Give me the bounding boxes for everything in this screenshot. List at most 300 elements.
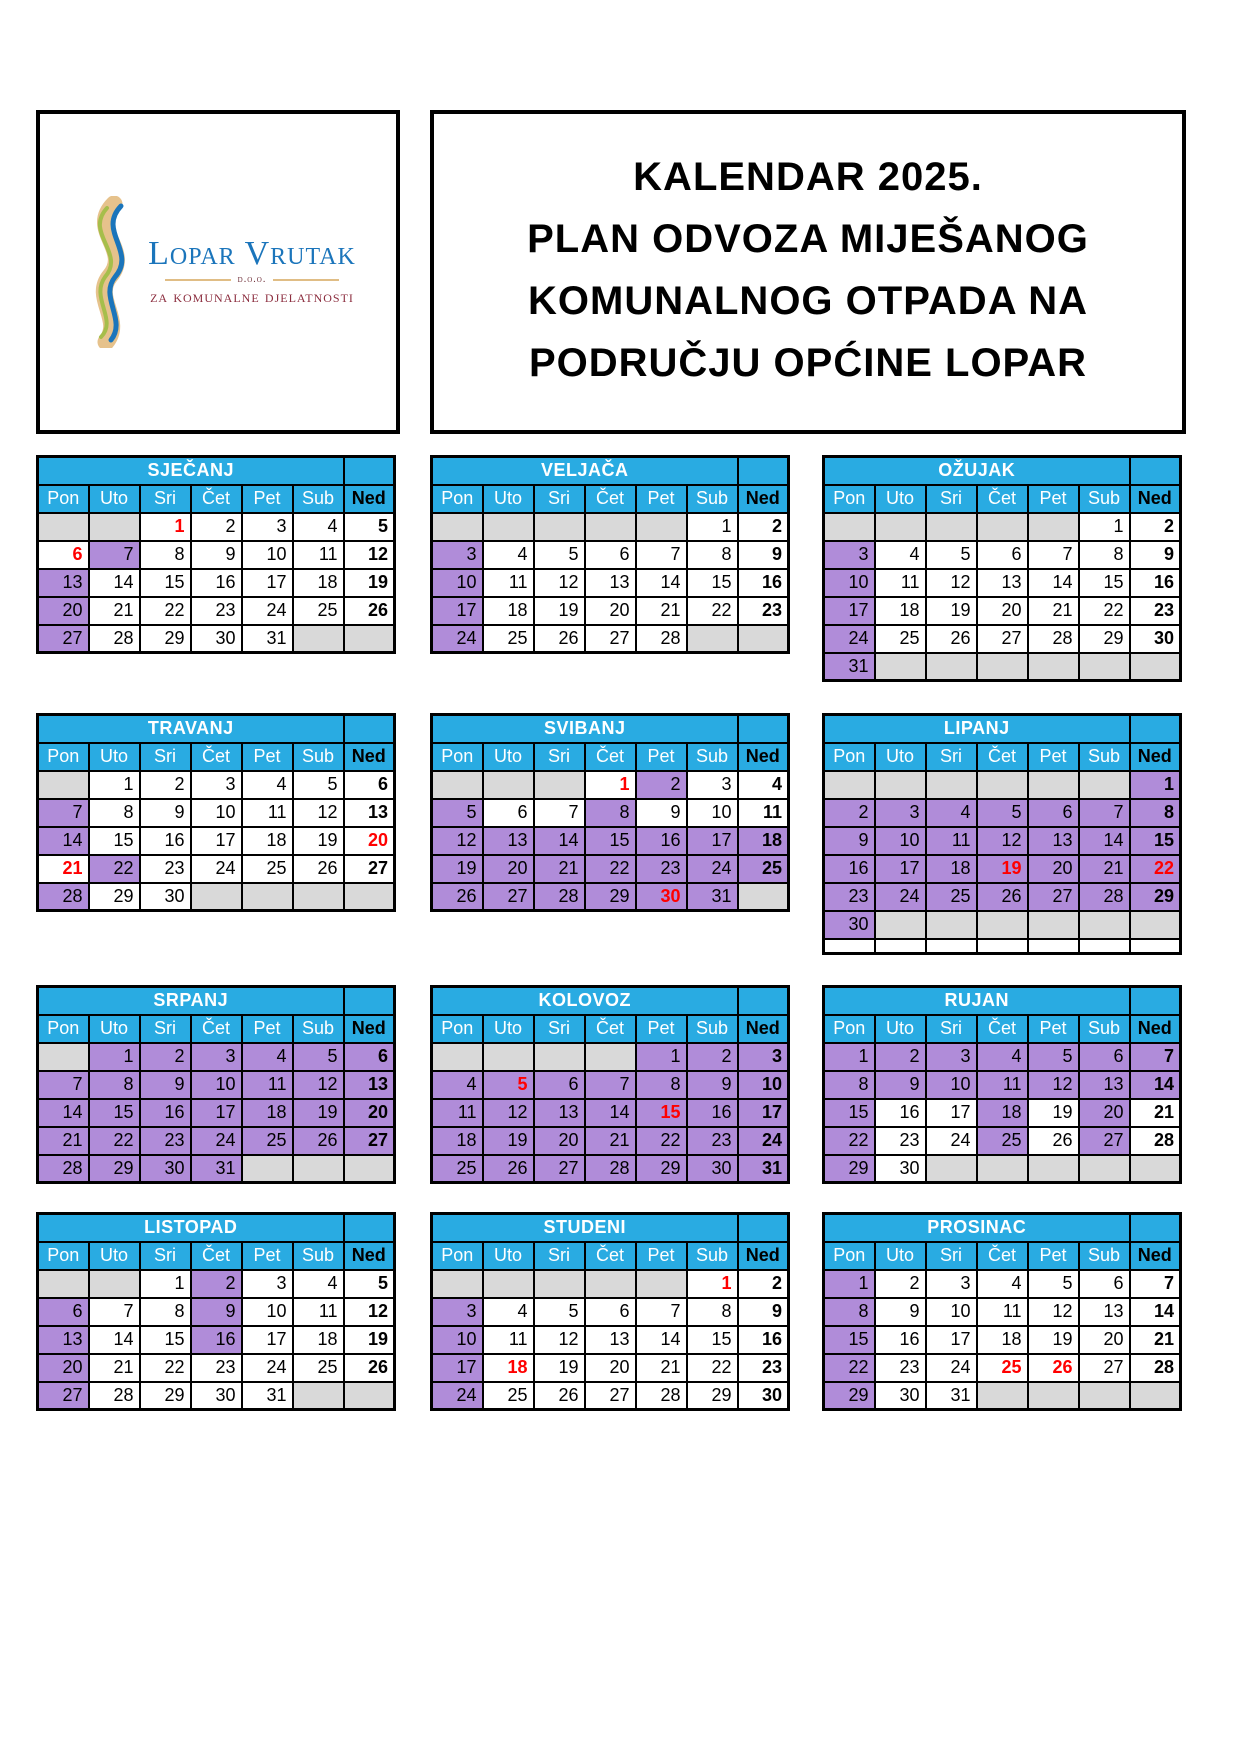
day-cell: 11 bbox=[293, 541, 344, 569]
day-cell: 1 bbox=[89, 1043, 140, 1071]
weekday-header-pon: Pon bbox=[432, 743, 483, 771]
day-cell: 8 bbox=[687, 1298, 738, 1326]
day-cell: 11 bbox=[926, 827, 977, 855]
weekday-header-sri: Sri bbox=[140, 1015, 191, 1043]
weekday-header-pon: Pon bbox=[824, 485, 875, 513]
day-cell: 7 bbox=[636, 541, 687, 569]
weekday-header-sri: Sri bbox=[534, 485, 585, 513]
day-cell: 7 bbox=[38, 799, 89, 827]
day-cell bbox=[483, 1270, 534, 1298]
day-cell bbox=[1028, 1155, 1079, 1183]
day-cell bbox=[1130, 653, 1181, 681]
day-cell: 19 bbox=[293, 1099, 344, 1127]
day-cell: 6 bbox=[585, 1298, 636, 1326]
day-cell bbox=[824, 939, 875, 954]
day-cell: 16 bbox=[140, 827, 191, 855]
day-cell bbox=[977, 911, 1028, 939]
day-cell: 14 bbox=[89, 569, 140, 597]
day-cell: 3 bbox=[926, 1270, 977, 1298]
day-cell bbox=[977, 1155, 1028, 1183]
title-line-2: PLAN ODVOZA MIJEŠANOG bbox=[527, 217, 1089, 261]
day-cell: 8 bbox=[636, 1071, 687, 1099]
day-cell bbox=[534, 1043, 585, 1071]
weekday-header-pet: Pet bbox=[242, 1015, 293, 1043]
day-cell bbox=[1028, 771, 1079, 799]
day-cell: 2 bbox=[687, 1043, 738, 1071]
day-cell: 21 bbox=[636, 1354, 687, 1382]
month-ožujak bbox=[822, 455, 1182, 682]
day-cell: 21 bbox=[38, 1127, 89, 1155]
day-cell bbox=[483, 513, 534, 541]
day-cell: 12 bbox=[534, 1326, 585, 1354]
logo-rule-right bbox=[273, 279, 339, 281]
day-cell: 15 bbox=[636, 1099, 687, 1127]
weekday-header-pon: Pon bbox=[38, 485, 89, 513]
day-cell: 11 bbox=[977, 1298, 1028, 1326]
month-title: RUJAN bbox=[824, 987, 1130, 1015]
day-cell bbox=[1130, 1382, 1181, 1410]
weekday-header-pet: Pet bbox=[636, 743, 687, 771]
day-cell bbox=[38, 1270, 89, 1298]
day-cell: 17 bbox=[191, 827, 242, 855]
day-cell: 17 bbox=[824, 597, 875, 625]
day-cell: 17 bbox=[738, 1099, 789, 1127]
weekday-header-uto: Uto bbox=[483, 485, 534, 513]
weekday-header-sri: Sri bbox=[140, 1242, 191, 1270]
weekday-header-sri: Sri bbox=[140, 485, 191, 513]
weekday-header-pon: Pon bbox=[824, 743, 875, 771]
day-cell: 12 bbox=[534, 569, 585, 597]
day-cell: 4 bbox=[875, 541, 926, 569]
day-cell: 5 bbox=[534, 541, 585, 569]
day-cell: 15 bbox=[687, 569, 738, 597]
day-cell: 30 bbox=[875, 1382, 926, 1410]
month-rujan bbox=[822, 985, 1182, 1184]
month-studeni bbox=[430, 1212, 790, 1411]
day-cell: 18 bbox=[977, 1099, 1028, 1127]
weekday-header-uto: Uto bbox=[875, 1242, 926, 1270]
day-cell: 2 bbox=[636, 771, 687, 799]
day-cell bbox=[926, 513, 977, 541]
day-cell: 13 bbox=[1079, 1071, 1130, 1099]
day-cell bbox=[1079, 653, 1130, 681]
day-cell: 31 bbox=[687, 883, 738, 911]
day-cell bbox=[432, 771, 483, 799]
day-cell bbox=[293, 1382, 344, 1410]
day-cell: 6 bbox=[1028, 799, 1079, 827]
day-cell: 13 bbox=[38, 1326, 89, 1354]
day-cell: 28 bbox=[1028, 625, 1079, 653]
day-cell: 17 bbox=[432, 1354, 483, 1382]
month-title-ned-spacer bbox=[344, 987, 395, 1015]
day-cell: 27 bbox=[483, 883, 534, 911]
day-cell: 31 bbox=[824, 653, 875, 681]
day-cell: 9 bbox=[687, 1071, 738, 1099]
day-cell: 16 bbox=[875, 1099, 926, 1127]
month-title-ned-spacer bbox=[738, 1214, 789, 1242]
day-cell: 4 bbox=[483, 1298, 534, 1326]
day-cell: 22 bbox=[636, 1127, 687, 1155]
day-cell: 17 bbox=[926, 1326, 977, 1354]
day-cell: 7 bbox=[1130, 1043, 1181, 1071]
day-cell: 26 bbox=[344, 1354, 395, 1382]
day-cell: 10 bbox=[738, 1071, 789, 1099]
day-cell: 17 bbox=[242, 1326, 293, 1354]
day-cell: 1 bbox=[687, 513, 738, 541]
day-cell: 30 bbox=[738, 1382, 789, 1410]
day-cell: 26 bbox=[1028, 1354, 1079, 1382]
day-cell: 23 bbox=[875, 1354, 926, 1382]
day-cell: 29 bbox=[824, 1382, 875, 1410]
day-cell: 28 bbox=[38, 1155, 89, 1183]
day-cell: 28 bbox=[636, 625, 687, 653]
weekday-header-čet: Čet bbox=[977, 743, 1028, 771]
day-cell: 20 bbox=[1079, 1326, 1130, 1354]
day-cell: 3 bbox=[875, 799, 926, 827]
weekday-header-uto: Uto bbox=[89, 1015, 140, 1043]
day-cell bbox=[89, 1270, 140, 1298]
day-cell bbox=[483, 771, 534, 799]
day-cell bbox=[636, 1270, 687, 1298]
day-cell bbox=[344, 883, 395, 911]
day-cell: 26 bbox=[534, 1382, 585, 1410]
day-cell: 12 bbox=[344, 541, 395, 569]
day-cell bbox=[89, 513, 140, 541]
day-cell: 17 bbox=[242, 569, 293, 597]
weekday-header-ned: Ned bbox=[344, 485, 395, 513]
day-cell: 7 bbox=[1028, 541, 1079, 569]
weekday-header-pon: Pon bbox=[38, 743, 89, 771]
day-cell: 29 bbox=[687, 1382, 738, 1410]
weekday-header-čet: Čet bbox=[585, 1015, 636, 1043]
weekday-header-ned: Ned bbox=[1130, 743, 1181, 771]
day-cell: 6 bbox=[534, 1071, 585, 1099]
day-cell bbox=[824, 771, 875, 799]
day-cell: 29 bbox=[140, 1382, 191, 1410]
weekday-header-pon: Pon bbox=[824, 1015, 875, 1043]
day-cell: 1 bbox=[140, 513, 191, 541]
day-cell: 14 bbox=[1130, 1298, 1181, 1326]
weekday-header-sub: Sub bbox=[687, 485, 738, 513]
day-cell: 26 bbox=[344, 597, 395, 625]
day-cell: 16 bbox=[191, 1326, 242, 1354]
day-cell: 27 bbox=[585, 1382, 636, 1410]
day-cell: 1 bbox=[140, 1270, 191, 1298]
day-cell: 1 bbox=[1130, 771, 1181, 799]
day-cell: 3 bbox=[824, 541, 875, 569]
day-cell bbox=[875, 771, 926, 799]
day-cell: 22 bbox=[89, 855, 140, 883]
day-cell: 11 bbox=[483, 569, 534, 597]
day-cell: 11 bbox=[483, 1326, 534, 1354]
day-cell: 7 bbox=[1130, 1270, 1181, 1298]
month-title: SJEČANJ bbox=[38, 457, 344, 485]
day-cell: 1 bbox=[687, 1270, 738, 1298]
day-cell bbox=[585, 1270, 636, 1298]
day-cell: 26 bbox=[1028, 1127, 1079, 1155]
title-line-1: KALENDAR 2025. bbox=[633, 155, 983, 199]
weekday-header-sri: Sri bbox=[926, 743, 977, 771]
day-cell: 8 bbox=[824, 1071, 875, 1099]
day-cell: 28 bbox=[89, 1382, 140, 1410]
day-cell: 9 bbox=[191, 1298, 242, 1326]
day-cell: 27 bbox=[534, 1155, 585, 1183]
day-cell: 24 bbox=[432, 1382, 483, 1410]
day-cell bbox=[1028, 939, 1079, 954]
day-cell: 8 bbox=[687, 541, 738, 569]
day-cell: 27 bbox=[585, 625, 636, 653]
day-cell: 15 bbox=[824, 1099, 875, 1127]
day-cell: 19 bbox=[1028, 1099, 1079, 1127]
day-cell: 19 bbox=[483, 1127, 534, 1155]
day-cell: 14 bbox=[38, 827, 89, 855]
day-cell: 10 bbox=[242, 541, 293, 569]
day-cell: 10 bbox=[191, 1071, 242, 1099]
month-title-ned-spacer bbox=[344, 715, 395, 743]
day-cell: 15 bbox=[89, 827, 140, 855]
day-cell: 18 bbox=[293, 1326, 344, 1354]
day-cell: 26 bbox=[977, 883, 1028, 911]
day-cell: 2 bbox=[191, 1270, 242, 1298]
day-cell bbox=[242, 883, 293, 911]
day-cell bbox=[926, 939, 977, 954]
day-cell: 19 bbox=[534, 597, 585, 625]
day-cell: 4 bbox=[242, 771, 293, 799]
day-cell: 13 bbox=[344, 1071, 395, 1099]
day-cell: 3 bbox=[432, 541, 483, 569]
day-cell bbox=[534, 771, 585, 799]
day-cell: 15 bbox=[1079, 569, 1130, 597]
day-cell: 24 bbox=[242, 1354, 293, 1382]
day-cell bbox=[977, 1382, 1028, 1410]
day-cell: 27 bbox=[38, 1382, 89, 1410]
day-cell bbox=[293, 883, 344, 911]
weekday-header-uto: Uto bbox=[483, 743, 534, 771]
day-cell: 18 bbox=[242, 1099, 293, 1127]
weekday-header-sub: Sub bbox=[1079, 1015, 1130, 1043]
day-cell: 13 bbox=[1079, 1298, 1130, 1326]
day-cell: 18 bbox=[242, 827, 293, 855]
day-cell: 8 bbox=[1130, 799, 1181, 827]
weekday-header-pet: Pet bbox=[1028, 485, 1079, 513]
day-cell bbox=[293, 625, 344, 653]
day-cell: 7 bbox=[636, 1298, 687, 1326]
weekday-header-pon: Pon bbox=[432, 1242, 483, 1270]
day-cell: 2 bbox=[1130, 513, 1181, 541]
day-cell: 29 bbox=[89, 883, 140, 911]
weekday-header-sri: Sri bbox=[926, 485, 977, 513]
day-cell: 14 bbox=[1028, 569, 1079, 597]
day-cell: 30 bbox=[875, 1155, 926, 1183]
weekday-header-ned: Ned bbox=[1130, 1015, 1181, 1043]
day-cell: 17 bbox=[191, 1099, 242, 1127]
day-cell: 18 bbox=[432, 1127, 483, 1155]
day-cell: 17 bbox=[875, 855, 926, 883]
day-cell: 20 bbox=[344, 827, 395, 855]
title-line-3: KOMUNALNOG OTPADA NA bbox=[528, 279, 1088, 323]
day-cell: 23 bbox=[738, 597, 789, 625]
month-lipanj bbox=[822, 713, 1182, 955]
day-cell: 23 bbox=[140, 855, 191, 883]
logo-text bbox=[148, 237, 356, 307]
month-title: LIPANJ bbox=[824, 715, 1130, 743]
weekday-header-uto: Uto bbox=[875, 743, 926, 771]
day-cell: 2 bbox=[738, 1270, 789, 1298]
day-cell: 23 bbox=[875, 1127, 926, 1155]
day-cell bbox=[1130, 1155, 1181, 1183]
page-title bbox=[434, 146, 1182, 394]
day-cell: 12 bbox=[977, 827, 1028, 855]
weekday-header-ned: Ned bbox=[344, 1242, 395, 1270]
day-cell bbox=[875, 653, 926, 681]
day-cell: 20 bbox=[534, 1127, 585, 1155]
day-cell: 10 bbox=[242, 1298, 293, 1326]
day-cell: 27 bbox=[1079, 1127, 1130, 1155]
weekday-header-pet: Pet bbox=[242, 743, 293, 771]
day-cell: 6 bbox=[1079, 1043, 1130, 1071]
day-cell: 22 bbox=[1130, 855, 1181, 883]
day-cell: 11 bbox=[242, 799, 293, 827]
day-cell: 24 bbox=[926, 1354, 977, 1382]
day-cell: 5 bbox=[344, 513, 395, 541]
day-cell: 9 bbox=[875, 1298, 926, 1326]
weekday-header-uto: Uto bbox=[483, 1015, 534, 1043]
weekday-header-sub: Sub bbox=[1079, 485, 1130, 513]
day-cell: 4 bbox=[977, 1043, 1028, 1071]
day-cell bbox=[926, 771, 977, 799]
day-cell bbox=[738, 883, 789, 911]
day-cell: 11 bbox=[738, 799, 789, 827]
weekday-header-čet: Čet bbox=[191, 1242, 242, 1270]
day-cell: 3 bbox=[242, 513, 293, 541]
day-cell: 31 bbox=[191, 1155, 242, 1183]
day-cell: 18 bbox=[875, 597, 926, 625]
weekday-header-sub: Sub bbox=[687, 1015, 738, 1043]
day-cell: 3 bbox=[191, 771, 242, 799]
month-title: SVIBANJ bbox=[432, 715, 738, 743]
day-cell: 24 bbox=[738, 1127, 789, 1155]
weekday-header-čet: Čet bbox=[977, 485, 1028, 513]
day-cell bbox=[534, 513, 585, 541]
day-cell: 25 bbox=[483, 1382, 534, 1410]
day-cell: 24 bbox=[191, 1127, 242, 1155]
month-title: SRPANJ bbox=[38, 987, 344, 1015]
day-cell: 25 bbox=[977, 1354, 1028, 1382]
weekday-header-ned: Ned bbox=[344, 743, 395, 771]
day-cell: 3 bbox=[738, 1043, 789, 1071]
day-cell: 22 bbox=[687, 1354, 738, 1382]
day-cell bbox=[585, 1043, 636, 1071]
day-cell: 24 bbox=[191, 855, 242, 883]
day-cell: 28 bbox=[89, 625, 140, 653]
day-cell: 29 bbox=[140, 625, 191, 653]
day-cell: 4 bbox=[293, 1270, 344, 1298]
day-cell: 29 bbox=[636, 1155, 687, 1183]
weekday-header-ned: Ned bbox=[738, 1242, 789, 1270]
day-cell: 25 bbox=[875, 625, 926, 653]
day-cell: 29 bbox=[1130, 883, 1181, 911]
day-cell: 18 bbox=[483, 597, 534, 625]
day-cell: 23 bbox=[738, 1354, 789, 1382]
day-cell: 2 bbox=[875, 1270, 926, 1298]
day-cell bbox=[977, 513, 1028, 541]
day-cell bbox=[875, 513, 926, 541]
day-cell bbox=[977, 939, 1028, 954]
day-cell: 23 bbox=[1130, 597, 1181, 625]
month-title-ned-spacer bbox=[1130, 987, 1181, 1015]
logo-doo-line bbox=[148, 274, 356, 285]
day-cell: 6 bbox=[1079, 1270, 1130, 1298]
day-cell: 29 bbox=[89, 1155, 140, 1183]
day-cell: 22 bbox=[824, 1127, 875, 1155]
day-cell: 2 bbox=[191, 513, 242, 541]
weekday-header-sub: Sub bbox=[293, 485, 344, 513]
day-cell: 21 bbox=[89, 597, 140, 625]
weekday-header-sri: Sri bbox=[140, 743, 191, 771]
weekday-header-čet: Čet bbox=[191, 1015, 242, 1043]
day-cell: 16 bbox=[738, 1326, 789, 1354]
day-cell: 11 bbox=[432, 1099, 483, 1127]
day-cell: 1 bbox=[824, 1043, 875, 1071]
month-travanj bbox=[36, 713, 396, 912]
day-cell: 2 bbox=[140, 771, 191, 799]
day-cell bbox=[242, 1155, 293, 1183]
weekday-header-sub: Sub bbox=[1079, 743, 1130, 771]
day-cell: 30 bbox=[191, 625, 242, 653]
day-cell: 6 bbox=[977, 541, 1028, 569]
weekday-header-pet: Pet bbox=[242, 1242, 293, 1270]
day-cell: 30 bbox=[687, 1155, 738, 1183]
day-cell: 24 bbox=[242, 597, 293, 625]
day-cell: 28 bbox=[585, 1155, 636, 1183]
weekday-header-sri: Sri bbox=[534, 1015, 585, 1043]
day-cell: 13 bbox=[585, 1326, 636, 1354]
day-cell: 26 bbox=[534, 625, 585, 653]
day-cell: 30 bbox=[191, 1382, 242, 1410]
day-cell: 20 bbox=[585, 1354, 636, 1382]
day-cell bbox=[1130, 911, 1181, 939]
weekday-header-uto: Uto bbox=[875, 485, 926, 513]
day-cell: 6 bbox=[344, 1043, 395, 1071]
day-cell: 28 bbox=[1130, 1127, 1181, 1155]
day-cell: 24 bbox=[687, 855, 738, 883]
day-cell: 15 bbox=[1130, 827, 1181, 855]
day-cell: 11 bbox=[875, 569, 926, 597]
day-cell: 31 bbox=[242, 625, 293, 653]
day-cell: 9 bbox=[738, 541, 789, 569]
day-cell: 4 bbox=[432, 1071, 483, 1099]
day-cell: 9 bbox=[636, 799, 687, 827]
day-cell: 26 bbox=[432, 883, 483, 911]
day-cell: 16 bbox=[191, 569, 242, 597]
day-cell: 13 bbox=[585, 569, 636, 597]
month-sječanj bbox=[36, 455, 396, 654]
day-cell: 22 bbox=[687, 597, 738, 625]
logo-wave-icon bbox=[80, 196, 138, 348]
day-cell: 13 bbox=[977, 569, 1028, 597]
day-cell bbox=[534, 1270, 585, 1298]
weekday-header-pon: Pon bbox=[824, 1242, 875, 1270]
day-cell bbox=[687, 625, 738, 653]
day-cell: 7 bbox=[38, 1071, 89, 1099]
day-cell: 14 bbox=[1130, 1071, 1181, 1099]
day-cell: 29 bbox=[585, 883, 636, 911]
weekday-header-pon: Pon bbox=[432, 1015, 483, 1043]
day-cell: 23 bbox=[191, 1354, 242, 1382]
day-cell: 25 bbox=[926, 883, 977, 911]
day-cell: 22 bbox=[585, 855, 636, 883]
day-cell: 31 bbox=[242, 1382, 293, 1410]
